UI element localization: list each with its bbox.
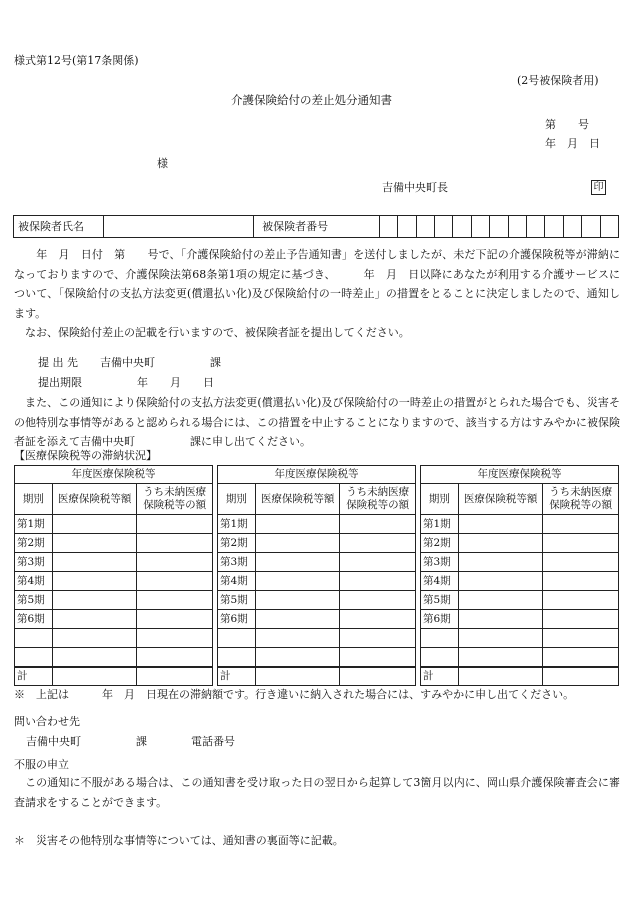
period-label: 第2期	[15, 534, 53, 553]
insured-name-label: 被保険者氏名	[14, 216, 104, 238]
tax-amount-cell[interactable]	[52, 553, 137, 572]
period-row	[421, 553, 619, 572]
column-tax-amount: 医療保険税等額	[255, 484, 340, 515]
unpaid-amount-cell[interactable]	[543, 534, 619, 553]
insured-number-digit[interactable]	[453, 216, 471, 238]
insured-number-digit[interactable]	[526, 216, 544, 238]
period-label: 第6期	[218, 610, 256, 629]
unpaid-amount-cell[interactable]	[543, 553, 619, 572]
tax-amount-cell[interactable]	[255, 648, 340, 667]
document-date: 年 月 日	[545, 137, 600, 150]
period-row	[15, 610, 213, 629]
tax-amount-cell[interactable]	[255, 591, 340, 610]
document-number: 第 号	[545, 118, 589, 131]
period-label: 第5期	[218, 591, 256, 610]
period-row	[15, 553, 213, 572]
tax-amount-cell[interactable]	[458, 610, 543, 629]
unpaid-amount-cell[interactable]	[543, 610, 619, 629]
unpaid-amount-cell[interactable]	[340, 534, 416, 553]
tax-amount-cell[interactable]	[52, 572, 137, 591]
insured-info-table	[13, 215, 619, 238]
unpaid-amount-cell[interactable]	[340, 515, 416, 534]
period-row	[15, 591, 213, 610]
period-label: 第1期	[421, 515, 459, 534]
delinquency-section-title: 【医療保険税等の滞納状況】	[14, 449, 157, 462]
insured-number-digit[interactable]	[471, 216, 489, 238]
unpaid-amount-cell[interactable]	[340, 610, 416, 629]
column-tax-amount: 医療保険税等額	[458, 484, 543, 515]
period-label: 第3期	[218, 553, 256, 572]
fiscal-year-header: 年度医療保険税等	[218, 466, 416, 484]
unpaid-amount-cell[interactable]	[543, 515, 619, 534]
unpaid-amount-cell[interactable]	[543, 591, 619, 610]
total-tax-amount[interactable]	[255, 667, 340, 686]
total-label: 計	[15, 667, 53, 686]
column-period: 期別	[218, 484, 256, 515]
blank-row	[15, 629, 213, 648]
period-row	[218, 572, 416, 591]
period-label: 第1期	[218, 515, 256, 534]
period-row	[421, 572, 619, 591]
total-unpaid-amount[interactable]	[340, 667, 416, 686]
tax-amount-cell[interactable]	[52, 591, 137, 610]
column-unpaid-amount: うち未納医療保険税等の額	[543, 484, 619, 515]
tax-amount-cell[interactable]	[52, 648, 137, 667]
insured-number-digit[interactable]	[508, 216, 526, 238]
tax-amount-cell[interactable]	[458, 553, 543, 572]
blank-cell	[421, 648, 459, 667]
period-label: 第6期	[421, 610, 459, 629]
period-label: 第5期	[421, 591, 459, 610]
insured-number-digit[interactable]	[435, 216, 453, 238]
issuer-name: 吉備中央町長	[382, 181, 448, 194]
unpaid-amount-cell[interactable]	[340, 591, 416, 610]
notice-paragraph-main: 年 月 日付 第 号で、「介護保険給付の差止予告通知書」を送付しましたが、未だ下記の介護保険税等が滞納になっておりますので、介護保険法第68条第1項の規定に基づき、 年 月 日以降にあなたが利用する介護サービスについて、「保険給付の支払方法変更(償還払い化)及び保険給付の一時差止」の措置をとることに決定しましたので、通知します。	[14, 248, 620, 320]
total-tax-amount[interactable]	[52, 667, 137, 686]
total-tax-amount[interactable]	[458, 667, 543, 686]
notice-paragraph-exception: また、この通知により保険給付の支払方法変更(償還払い化)及び保険給付の一時差止の措置がとられた場合でも、災害その他特別な事情等があると認められる場合には、この措置を中止することになりますので、該当する方はすみやかに被保険者証を添えて吉備中央町 課に申し出てください。	[14, 396, 620, 448]
period-label: 第4期	[421, 572, 459, 591]
blank-cell	[218, 629, 256, 648]
total-row	[421, 667, 619, 686]
fiscal-year-header: 年度医療保険税等	[421, 466, 619, 484]
inquiry-detail: 吉備中央町 課 電話番号	[26, 735, 235, 748]
period-row	[218, 553, 416, 572]
document-title: 介護保険給付の差止処分通知書	[231, 93, 392, 107]
submit-deadline: 提出期限 年 月 日	[38, 376, 214, 389]
blank-row	[15, 648, 213, 667]
unpaid-amount-cell[interactable]	[543, 648, 619, 667]
unpaid-amount-cell[interactable]	[137, 610, 213, 629]
total-unpaid-amount[interactable]	[543, 667, 619, 686]
delinquency-table	[217, 465, 416, 686]
unpaid-amount-cell[interactable]	[543, 629, 619, 648]
delinquency-note: ※ 上記は 年 月 日現在の滞納額です。行き違いに納入された場合には、すみやかに申し出てください。	[14, 688, 575, 701]
tax-amount-cell[interactable]	[255, 572, 340, 591]
period-label: 第2期	[218, 534, 256, 553]
tax-amount-cell[interactable]	[458, 534, 543, 553]
unpaid-amount-cell[interactable]	[137, 648, 213, 667]
appeal-text: この通知に不服がある場合は、この通知書を受け取った日の翌日から起算して3箇月以内に、岡山県介護保険審査会に審査請求をすることができます。	[14, 776, 620, 809]
total-label: 計	[421, 667, 459, 686]
insured-name-field[interactable]	[103, 216, 253, 238]
total-row	[15, 667, 213, 686]
tax-amount-cell[interactable]	[52, 515, 137, 534]
period-row	[15, 572, 213, 591]
appeal-title: 不服の申立	[14, 758, 69, 771]
insured-number-digit[interactable]	[545, 216, 563, 238]
tax-amount-cell[interactable]	[458, 591, 543, 610]
insured-category: (2号被保険者用)	[517, 74, 599, 87]
notice-paragraph-certificate: なお、保険給付差止の記載を行いますので、被保険者証を提出してください。	[14, 326, 410, 339]
tax-amount-cell[interactable]	[458, 629, 543, 648]
column-tax-amount: 医療保険税等額	[52, 484, 137, 515]
period-row	[218, 534, 416, 553]
period-label: 第2期	[421, 534, 459, 553]
unpaid-amount-cell[interactable]	[340, 572, 416, 591]
tax-amount-cell[interactable]	[458, 648, 543, 667]
period-row	[421, 591, 619, 610]
period-row	[218, 610, 416, 629]
insured-number-digit[interactable]	[600, 216, 618, 238]
column-period: 期別	[421, 484, 459, 515]
period-row	[421, 515, 619, 534]
tax-amount-cell[interactable]	[255, 515, 340, 534]
unpaid-amount-cell[interactable]	[137, 591, 213, 610]
period-label: 第4期	[218, 572, 256, 591]
insured-number-digit[interactable]	[379, 216, 397, 238]
unpaid-amount-cell[interactable]	[137, 553, 213, 572]
blank-cell	[15, 648, 53, 667]
tax-amount-cell[interactable]	[458, 515, 543, 534]
unpaid-amount-cell[interactable]	[137, 572, 213, 591]
period-label: 第4期	[15, 572, 53, 591]
period-row	[421, 534, 619, 553]
period-row	[15, 534, 213, 553]
tax-amount-cell[interactable]	[458, 572, 543, 591]
period-label: 第3期	[421, 553, 459, 572]
unpaid-amount-cell[interactable]	[340, 553, 416, 572]
unpaid-amount-cell[interactable]	[137, 515, 213, 534]
fiscal-year-header: 年度医療保険税等	[15, 466, 213, 484]
blank-cell	[218, 648, 256, 667]
tax-amount-cell[interactable]	[255, 534, 340, 553]
tax-amount-cell[interactable]	[255, 610, 340, 629]
seal-mark: 印	[591, 180, 606, 195]
unpaid-amount-cell[interactable]	[137, 534, 213, 553]
unpaid-amount-cell[interactable]	[340, 648, 416, 667]
unpaid-amount-cell[interactable]	[340, 629, 416, 648]
column-period: 期別	[15, 484, 53, 515]
total-label: 計	[218, 667, 256, 686]
tax-amount-cell[interactable]	[255, 553, 340, 572]
blank-cell	[421, 629, 459, 648]
period-row	[218, 591, 416, 610]
blank-cell	[15, 629, 53, 648]
period-label: 第1期	[15, 515, 53, 534]
tax-amount-cell[interactable]	[255, 629, 340, 648]
unpaid-amount-cell[interactable]	[137, 629, 213, 648]
delinquency-table	[14, 465, 213, 686]
column-unpaid-amount: うち未納医療保険税等の額	[137, 484, 213, 515]
unpaid-amount-cell[interactable]	[543, 572, 619, 591]
blank-row	[421, 629, 619, 648]
recipient-suffix: 様	[157, 157, 168, 170]
tax-amount-cell[interactable]	[52, 534, 137, 553]
insured-number-digit[interactable]	[582, 216, 600, 238]
period-row	[218, 515, 416, 534]
period-label: 第6期	[15, 610, 53, 629]
column-unpaid-amount: うち未納医療保険税等の額	[340, 484, 416, 515]
insured-number-digit[interactable]	[563, 216, 581, 238]
inquiry-title: 問い合わせ先	[14, 715, 80, 728]
submit-destination: 提 出 先 吉備中央町 課	[38, 356, 221, 369]
insured-number-digit[interactable]	[398, 216, 416, 238]
insured-number-digit[interactable]	[490, 216, 508, 238]
blank-row	[218, 629, 416, 648]
total-row	[218, 667, 416, 686]
period-row	[421, 610, 619, 629]
period-label: 第5期	[15, 591, 53, 610]
delinquency-table	[420, 465, 619, 686]
form-number: 様式第12号(第17条関係)	[14, 54, 139, 67]
total-unpaid-amount[interactable]	[137, 667, 213, 686]
blank-row	[218, 648, 416, 667]
footnote: ＊ 災害その他特別な事情等については、通知書の裏面等に記載。	[14, 834, 344, 847]
tax-amount-cell[interactable]	[52, 629, 137, 648]
tax-amount-cell[interactable]	[52, 610, 137, 629]
period-label: 第3期	[15, 553, 53, 572]
insured-number-label: 被保険者番号	[254, 216, 380, 238]
insured-number-digit[interactable]	[416, 216, 434, 238]
blank-row	[421, 648, 619, 667]
period-row	[15, 515, 213, 534]
